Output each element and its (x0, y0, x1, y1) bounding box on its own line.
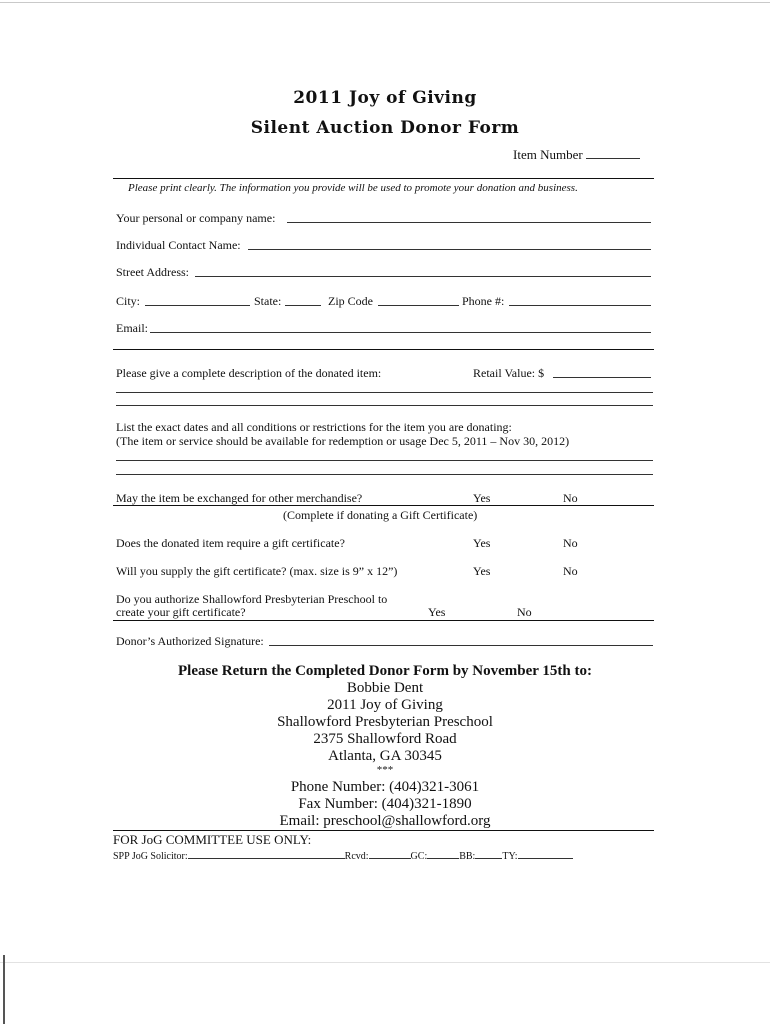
city-label: City: (116, 294, 141, 308)
name-label: Your personal or company name: (116, 211, 276, 225)
return-contact-name: Bobbie Dent (346, 680, 424, 696)
item-number-label: Item Number (513, 147, 583, 162)
authorize-no[interactable]: No (517, 605, 532, 619)
supply-gc-question: Will you supply the gift certificate? (max. size is 9” x 12”) (116, 564, 398, 578)
street-label: Street Address: (116, 265, 189, 279)
city-input-line[interactable] (145, 305, 250, 306)
scan-edge-top (0, 2, 770, 3)
header-rule (113, 178, 654, 179)
return-email[interactable]: Email: preschool@shallowford.org (279, 813, 491, 829)
conditions-label-line1: List the exact dates and all conditions or restrictions for the item you are donating: (116, 420, 512, 434)
street-input-line[interactable] (195, 276, 651, 277)
retail-value-label: Retail Value: $ (473, 366, 545, 380)
supply-gc-no[interactable]: No (563, 564, 578, 578)
require-gc-yes[interactable]: Yes (473, 536, 491, 550)
solicitor-label: SPP JoG Solicitor: (113, 851, 188, 862)
rcvd-blank[interactable] (369, 849, 411, 859)
return-fax: Fax Number: (404)321-1890 (298, 796, 472, 812)
email-input-line[interactable] (150, 332, 651, 333)
authorize-rule (113, 620, 654, 621)
signature-input-line[interactable] (269, 645, 653, 646)
item-number-blank[interactable] (586, 146, 640, 159)
committee-fields-row (113, 849, 573, 862)
require-gc-no[interactable]: No (563, 536, 578, 550)
gc-label: GC: (410, 851, 428, 862)
return-separator: *** (376, 764, 394, 776)
conditions-input-line-2[interactable] (116, 474, 653, 475)
return-event: 2011 Joy of Giving (327, 697, 443, 713)
contact-section-rule (113, 349, 654, 350)
retail-value-input-line[interactable] (553, 377, 651, 378)
phone-input-line[interactable] (509, 305, 651, 306)
ty-blank[interactable] (518, 849, 573, 859)
item-number-field[interactable] (513, 146, 640, 163)
authorize-question-line1: Do you authorize Shallowford Presbyterian Preschool to (116, 592, 388, 606)
committee-rule (113, 830, 654, 831)
zip-label: Zip Code (328, 294, 373, 308)
conditions-label-line2: (The item or service should be available for redemption or usage Dec 5, 2011 – Nov 30, 2012) (116, 434, 570, 448)
zip-input-line[interactable] (378, 305, 459, 306)
return-street: 2375 Shallowford Road (313, 731, 457, 747)
scan-edge-bottom (0, 962, 770, 963)
ty-label: TY: (502, 851, 518, 862)
return-city: Atlanta, GA 30345 (328, 748, 442, 764)
form-title-line1: 2011 Joy of Giving (293, 88, 477, 108)
instructions-text: Please print clearly. The information you provide will be used to promote your donation and business. (128, 182, 578, 194)
email-label: Email: (116, 321, 148, 335)
return-organization: Shallowford Presbyterian Preschool (277, 714, 493, 730)
contact-input-line[interactable] (248, 249, 651, 250)
authorize-question-line2: create your gift certificate? (116, 605, 246, 619)
bb-blank[interactable] (475, 849, 502, 859)
return-heading: Please Return the Completed Donor Form by November 15th to: (178, 663, 592, 679)
description-input-line-2[interactable] (116, 405, 653, 406)
exchange-question: May the item be exchanged for other merchandise? (116, 491, 363, 505)
gift-certificate-note: (Complete if donating a Gift Certificate) (283, 508, 478, 522)
contact-label: Individual Contact Name: (116, 238, 241, 252)
name-input-line[interactable] (287, 222, 651, 223)
phone-label: Phone #: (462, 294, 505, 308)
authorize-yes[interactable]: Yes (428, 605, 446, 619)
require-gc-question: Does the donated item require a gift certificate? (116, 536, 345, 550)
exchange-no[interactable]: No (563, 491, 578, 505)
conditions-input-line-1[interactable] (116, 460, 653, 461)
return-phone: Phone Number: (404)321-3061 (290, 779, 480, 795)
signature-label: Donor’s Authorized Signature: (116, 634, 264, 648)
rcvd-label: Rcvd: (344, 851, 369, 862)
state-input-line[interactable] (285, 305, 321, 306)
supply-gc-yes[interactable]: Yes (473, 564, 491, 578)
exchange-rule (113, 505, 654, 506)
state-label: State: (254, 294, 282, 308)
form-title-line2: Silent Auction Donor Form (250, 118, 520, 138)
committee-heading: FOR JoG COMMITTEE USE ONLY: (113, 832, 312, 847)
scan-edge-left (3, 955, 5, 1024)
solicitor-blank[interactable] (188, 849, 345, 859)
description-label: Please give a complete description of the donated item: (116, 366, 382, 380)
bb-label: BB: (459, 851, 476, 862)
gc-blank[interactable] (427, 849, 459, 859)
description-input-line-1[interactable] (116, 392, 653, 393)
exchange-yes[interactable]: Yes (473, 491, 491, 505)
